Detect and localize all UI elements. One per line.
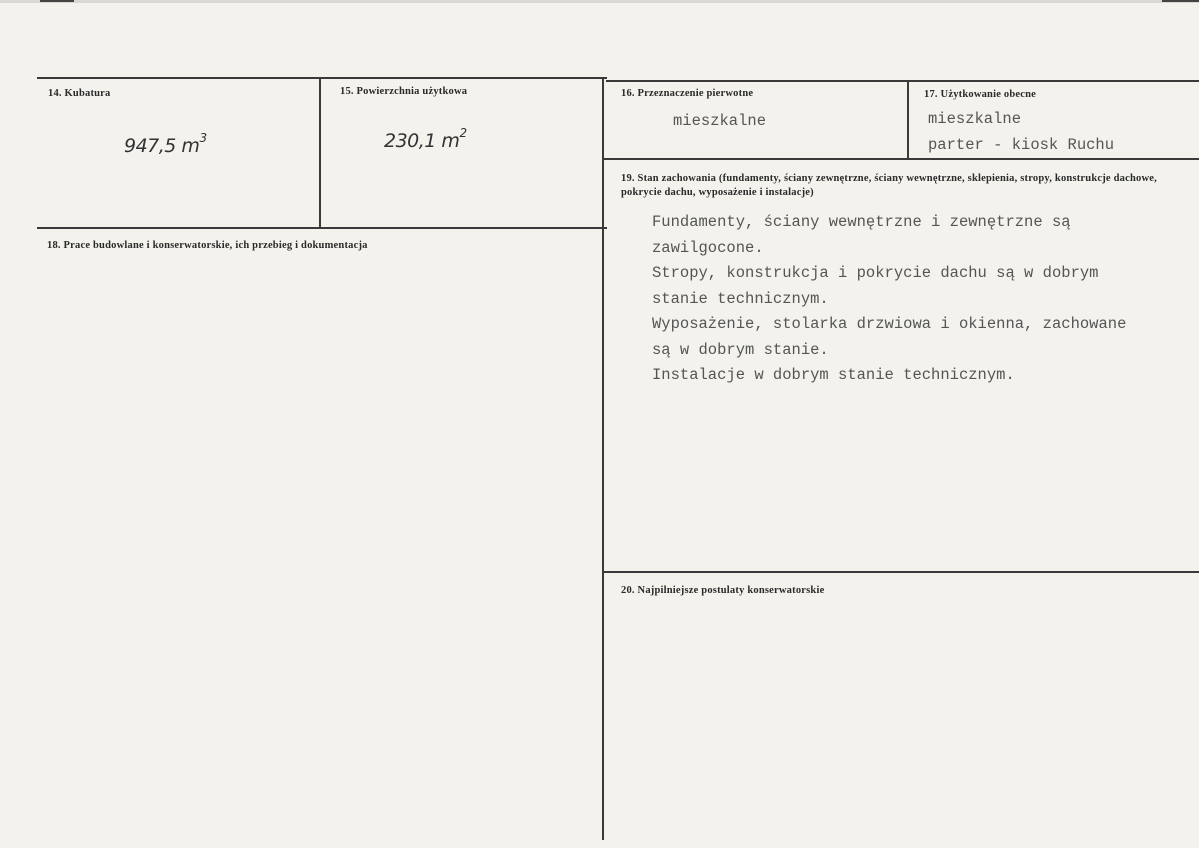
field-19-line: są w dobrym stanie. — [652, 340, 829, 359]
field-17-line: parter - kiosk Ruchu — [928, 136, 1115, 154]
rule-16-17 — [907, 81, 909, 160]
field-16-value: mieszkalne — [673, 112, 767, 130]
field-14-value: 947,5 $m^3$ — [124, 131, 207, 157]
field-19-line: Stropy, konstrukcja i pokrycie dachu są w dobrym — [652, 264, 1099, 282]
rule-top-right — [606, 80, 1199, 82]
field-19-label: 19. Stan zachowania (fundamenty, ściany zewnętrzne, ściany wewnętrzne, sklepienia, stropy, konstrukcje dachowe, pokrycie dachu, wyposażenie i instalacje) — [621, 173, 1157, 198]
field-15-value: 230,1 $m^2$ — [384, 126, 467, 152]
top-edge — [0, 0, 1199, 3]
edge-mark — [1162, 0, 1199, 2]
field-20-label: 20. Najpilniejsze postulaty konserwatorskie — [621, 585, 825, 596]
field-15-label: 15. Powierzchnia użytkowa — [340, 86, 468, 97]
field-17-line: mieszkalne — [928, 110, 1022, 128]
rule-19-20 — [604, 571, 1199, 573]
field-19-line: Fundamenty, ściany wewnętrzne i zewnętrzne są — [652, 213, 1071, 231]
rule-14-15 — [319, 78, 321, 228]
field-16-label: 16. Przeznaczenie pierwotne — [621, 88, 754, 99]
rule-left-mid — [37, 227, 607, 229]
rule-top-left — [37, 77, 607, 79]
rule-right-mid — [604, 158, 1199, 160]
field-19-line: stanie technicznym. — [652, 289, 829, 308]
field-18-label: 18. Prace budowlane i konserwatorskie, ich przebieg i dokumentacja — [47, 240, 368, 251]
edge-mark — [40, 0, 74, 2]
rule-center — [602, 78, 604, 840]
field-19-line: zawilgocone. — [652, 238, 764, 257]
field-19-text — [652, 210, 1126, 389]
field-17-label: 17. Użytkowanie obecne — [924, 89, 1037, 100]
field-19-line: Wyposażenie, stolarka drzwiowa i okienna, zachowane — [652, 315, 1127, 333]
field-14-label: 14. Kubatura — [48, 88, 111, 99]
field-19-line: Instalacje w dobrym stanie technicznym. — [652, 366, 1015, 384]
